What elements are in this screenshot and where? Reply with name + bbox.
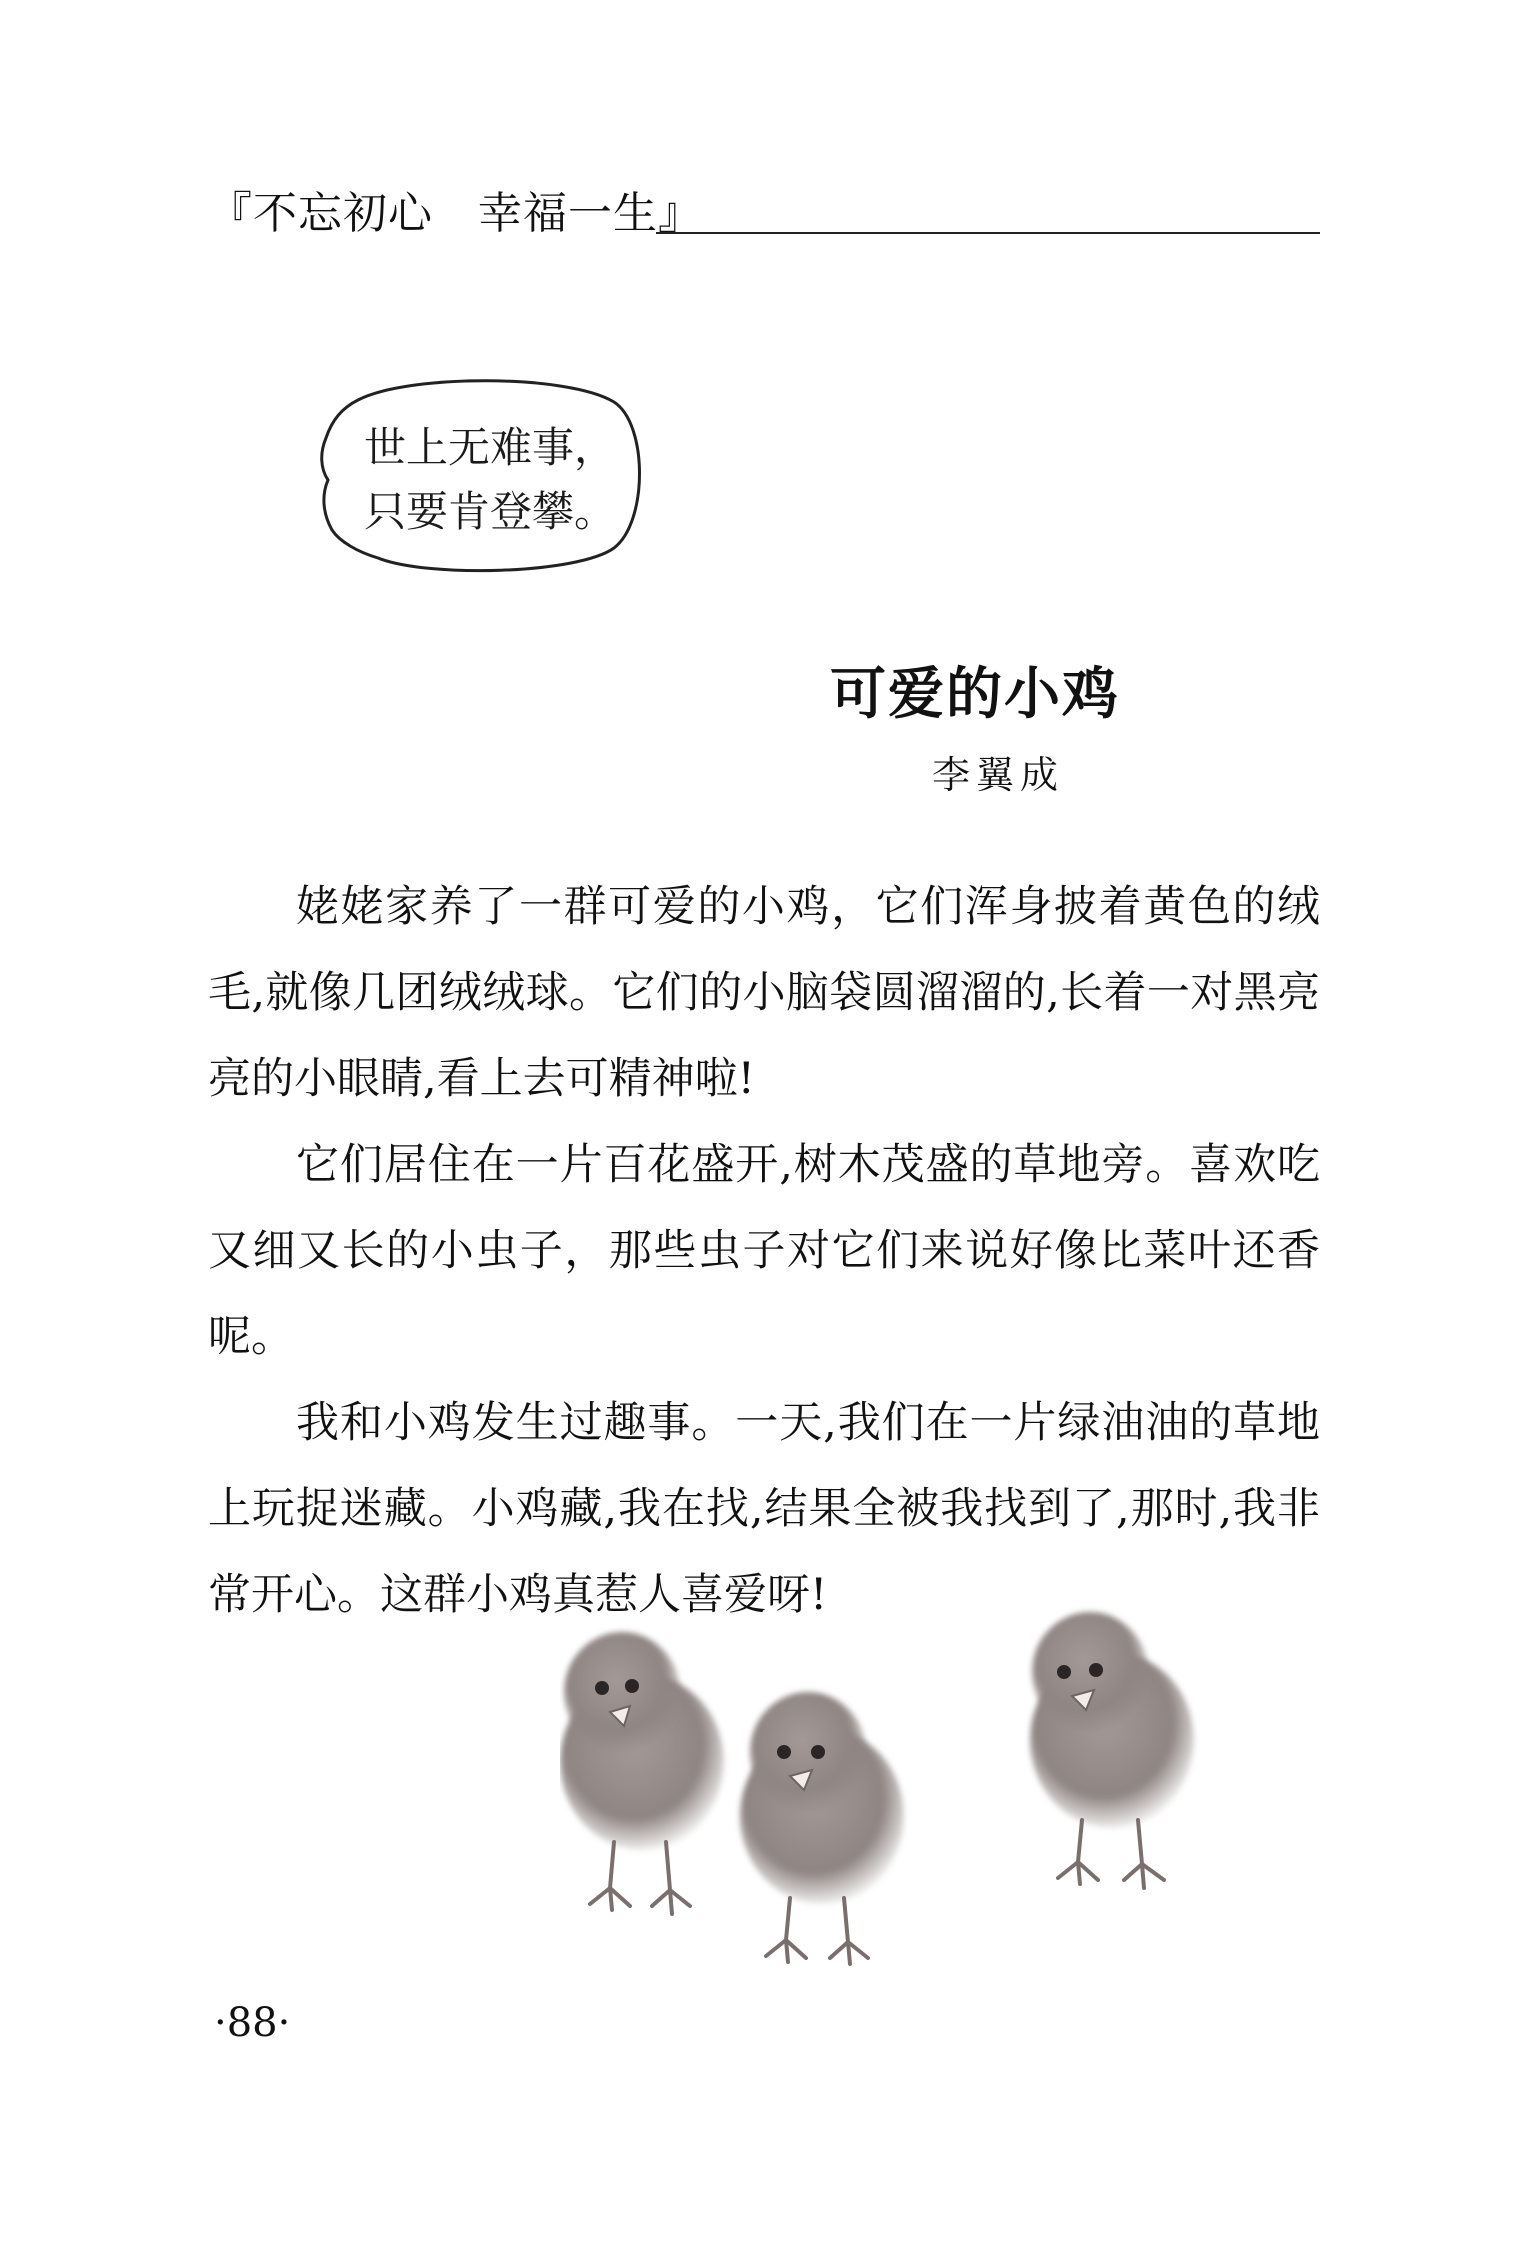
chick-right (1030, 1612, 1194, 1888)
bubble-text (364, 416, 616, 544)
running-header (208, 186, 1320, 242)
chick-left (560, 1632, 724, 1914)
page-number: ·88· (214, 2000, 291, 2046)
three-chicks-illustration (560, 1600, 1240, 1970)
bubble-line-2: 只要肯登攀。 (364, 487, 617, 536)
paragraph-2: 它们居住在一片百花盛开,树木茂盛的草地旁。喜欢吃又细又长的小虫子，那些虫子对它们来说好像比菜叶还香呢。 (208, 1140, 1320, 1362)
article-body (208, 864, 1320, 1638)
chicks-icon (560, 1600, 1240, 1970)
header-title: 『不忘初心 幸福一生』 (208, 188, 703, 239)
paragraph-3: 我和小鸡发生过趣事。一天,我们在一片绿油油的草地上玩捉迷藏。小鸡藏,我在找,结果全被我找到了,那时,我非常开心。这群小鸡真惹人喜爱呀! (208, 1398, 1320, 1620)
article-author: 李翼成 (932, 753, 1065, 797)
paragraph-1: 姥姥家养了一群可爱的小鸡，它们浑身披着黄色的绒毛,就像几团绒绒球。它们的小脑袋圆溜溜的,长着一对黑亮亮的小眼睛,看上去可精神啦! (208, 882, 1320, 1104)
bubble-line-1: 世上无难事， (364, 423, 617, 472)
article-title: 可爱的小鸡 (830, 661, 1120, 727)
header-rule (656, 232, 1320, 234)
chick-middle (740, 1692, 904, 1964)
speech-bubble (318, 372, 650, 584)
